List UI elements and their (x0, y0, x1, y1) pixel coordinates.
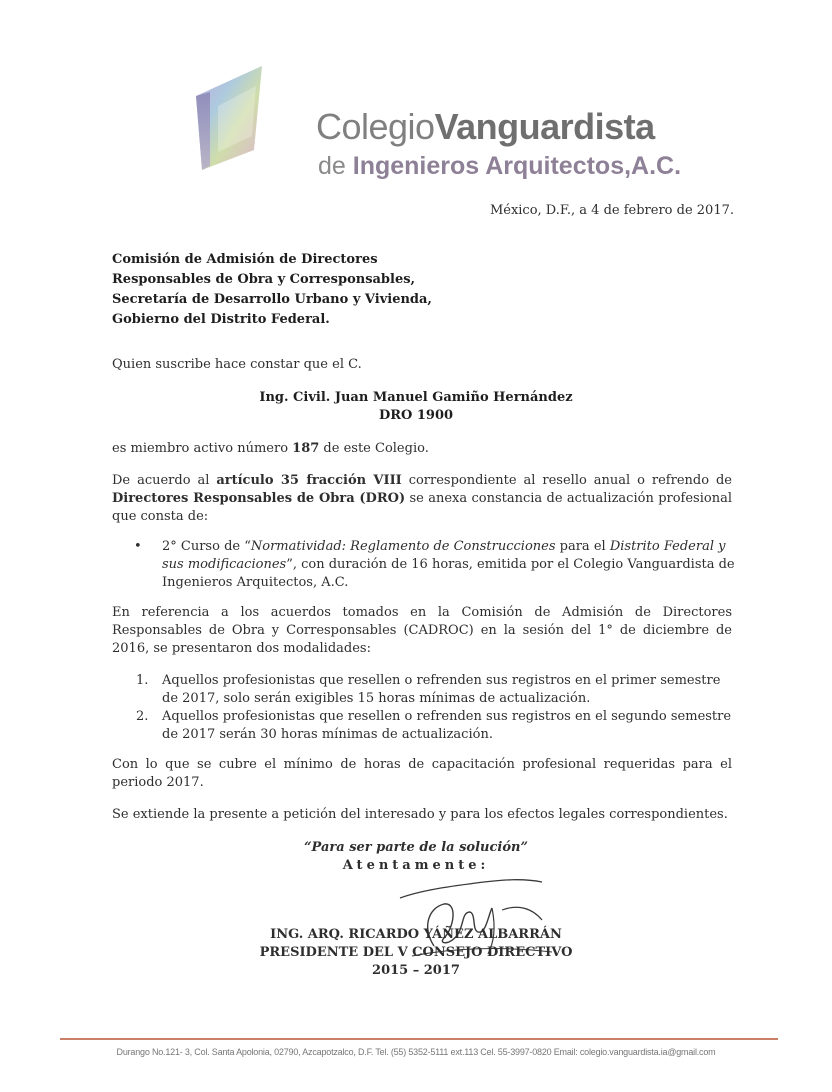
signer-title: PRESIDENTE DEL V CONSEJO DIRECTIVO (259, 945, 573, 960)
addressee-block (112, 250, 432, 330)
paragraph-closing: Se extiende la presente a petición del interesado y para los efectos legales correspondientes. (112, 807, 728, 822)
addressee-line: Responsables de Obra y Corresponsables, (112, 272, 416, 287)
signer-name: ING. ARQ. RICARDO YÁÑEZ ALBARRÁN (270, 927, 562, 942)
paragraph-hours: Con lo que se cubre el mínimo de horas de capacitación profesional requeridas para el periodo 2017. (112, 757, 732, 790)
course-bullet (134, 538, 740, 592)
addressee-line: Gobierno del Distrito Federal. (112, 312, 330, 327)
slogan: “Para ser parte de la solución” (304, 840, 528, 855)
college-subtitle: de Ingenieros Arquitectos,A.C. (318, 152, 682, 180)
footer-divider (60, 1038, 778, 1040)
addressee-line: Secretaría de Desarrollo Urbano y Vivienda, (112, 292, 432, 307)
course-text: 2° Curso de “Normatividad: Reglamento de Construcciones para el Distrito Federal y sus modificaciones”, con duración de 16 horas, emitida por el Colegio Vanguardista de Ingenieros Arquitectos, A.C. (162, 539, 735, 590)
footer-contact: Durango No.121- 3, Col. Santa Apolonia, 02790, Azcapotzalco, D.F. Tel. (55) 5352-5111 ext.113 Cel. 55-3997-0820 Email: colegio.vanguardista.ia@gmail.com (116, 1047, 716, 1057)
list-item: 1. Aquellos profesionistas que resellen o refrenden sus registros en el primer semestre de 2017, solo serán exigibles 15 horas mínimas de actualización. (136, 673, 721, 706)
list-item: 2. Aquellos profesionistas que resellen o refrenden sus registros en el segundo semestre de 2017 serán 30 horas mínimas de actualización. (136, 709, 732, 742)
paragraph-cadroc: En referencia a los acuerdos tomados en la Comisión de Admisión de Directores Responsables de Obra y Corresponsables (CADROC) en la sesión del 1° de diciembre de 2016, se presentaron dos modalidades: (112, 605, 732, 656)
letter-date: México, D.F., a 4 de febrero de 2017. (489, 203, 734, 218)
college-logo-icon (196, 66, 262, 170)
membership-line: es miembro activo número 187 de este Colegio. (112, 441, 429, 456)
addressee-line: Comisión de Admisión de Directores (112, 252, 378, 267)
member-dro: DRO 1900 (378, 408, 454, 423)
signer-block (0, 926, 832, 980)
bullet-icon: • (134, 539, 142, 554)
member-name: Ing. Civil. Juan Manuel Gamiño Hernández (259, 390, 573, 405)
signer-period: 2015 – 2017 (372, 963, 460, 978)
paragraph-article: De acuerdo al artículo 35 fracción VIII correspondiente al resello anual o refrendo de Directores Responsables de Obra (DRO) se anexa constancia de actualización profesional que consta de: (112, 473, 732, 524)
sign-off: Atentamente: (342, 858, 490, 873)
college-name: ColegioVanguardista (316, 106, 655, 147)
intro-line: Quien suscribe hace constar que el C. (112, 357, 362, 372)
